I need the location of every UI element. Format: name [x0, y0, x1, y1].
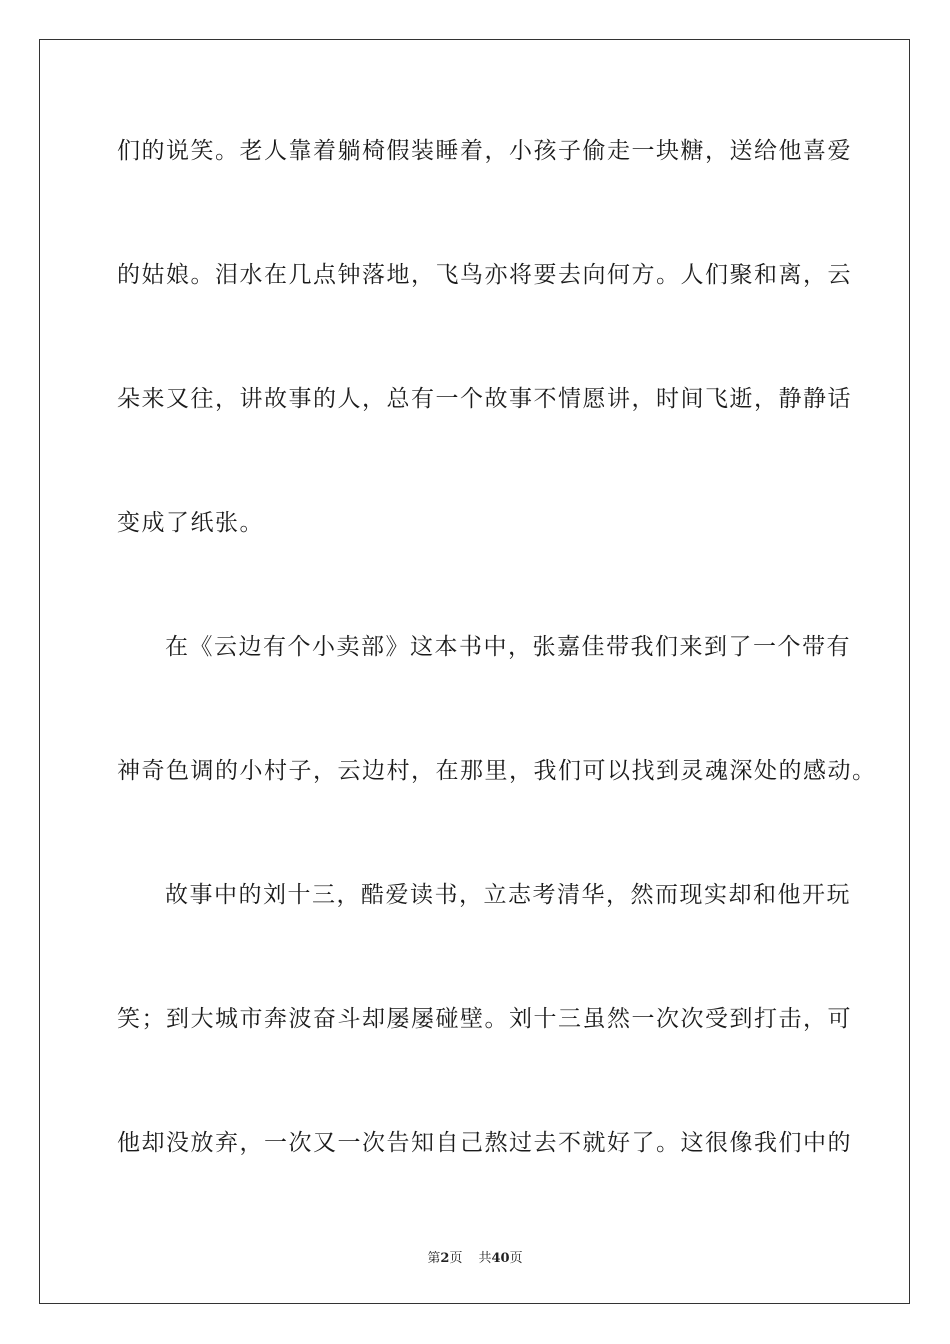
total-suffix: 页 — [509, 1251, 523, 1266]
page-suffix: 页 — [449, 1251, 463, 1266]
page-prefix: 第 — [427, 1251, 441, 1266]
total-prefix: 共 — [478, 1251, 492, 1266]
text-line-1: 们的说笑。老人靠着躺椅假装睡着，小孩子偷走一块糖，送给他喜爱 — [117, 138, 852, 164]
text-line-7: 故事中的刘十三，酷爱读书，立志考清华，然而现实却和他开玩 — [165, 882, 851, 908]
text-line-8: 笑；到大城市奔波奋斗却屡屡碰壁。刘十三虽然一次次受到打击，可 — [117, 1006, 852, 1032]
text-line-6: 神奇色调的小村子，云边村，在那里，我们可以找到灵魂深处的感动。 — [117, 758, 877, 784]
text-line-9: 他却没放弃，一次又一次告知自己熬过去不就好了。这很像我们中的 — [117, 1130, 852, 1156]
text-line-2: 的姑娘。泪水在几点钟落地，飞鸟亦将要去向何方。人们聚和离，云 — [117, 262, 852, 288]
page-border — [39, 39, 910, 1304]
total-pages: 40 — [491, 1251, 510, 1266]
text-line-4: 变成了纸张。 — [117, 510, 264, 536]
text-line-5: 在《云边有个小卖部》这本书中，张嘉佳带我们来到了一个带有 — [165, 634, 851, 660]
page-number: 2 — [440, 1251, 450, 1266]
page-footer — [0, 1247, 950, 1266]
text-line-3: 朵来又往，讲故事的人，总有一个故事不情愿讲，时间飞逝，静静话 — [117, 386, 852, 412]
